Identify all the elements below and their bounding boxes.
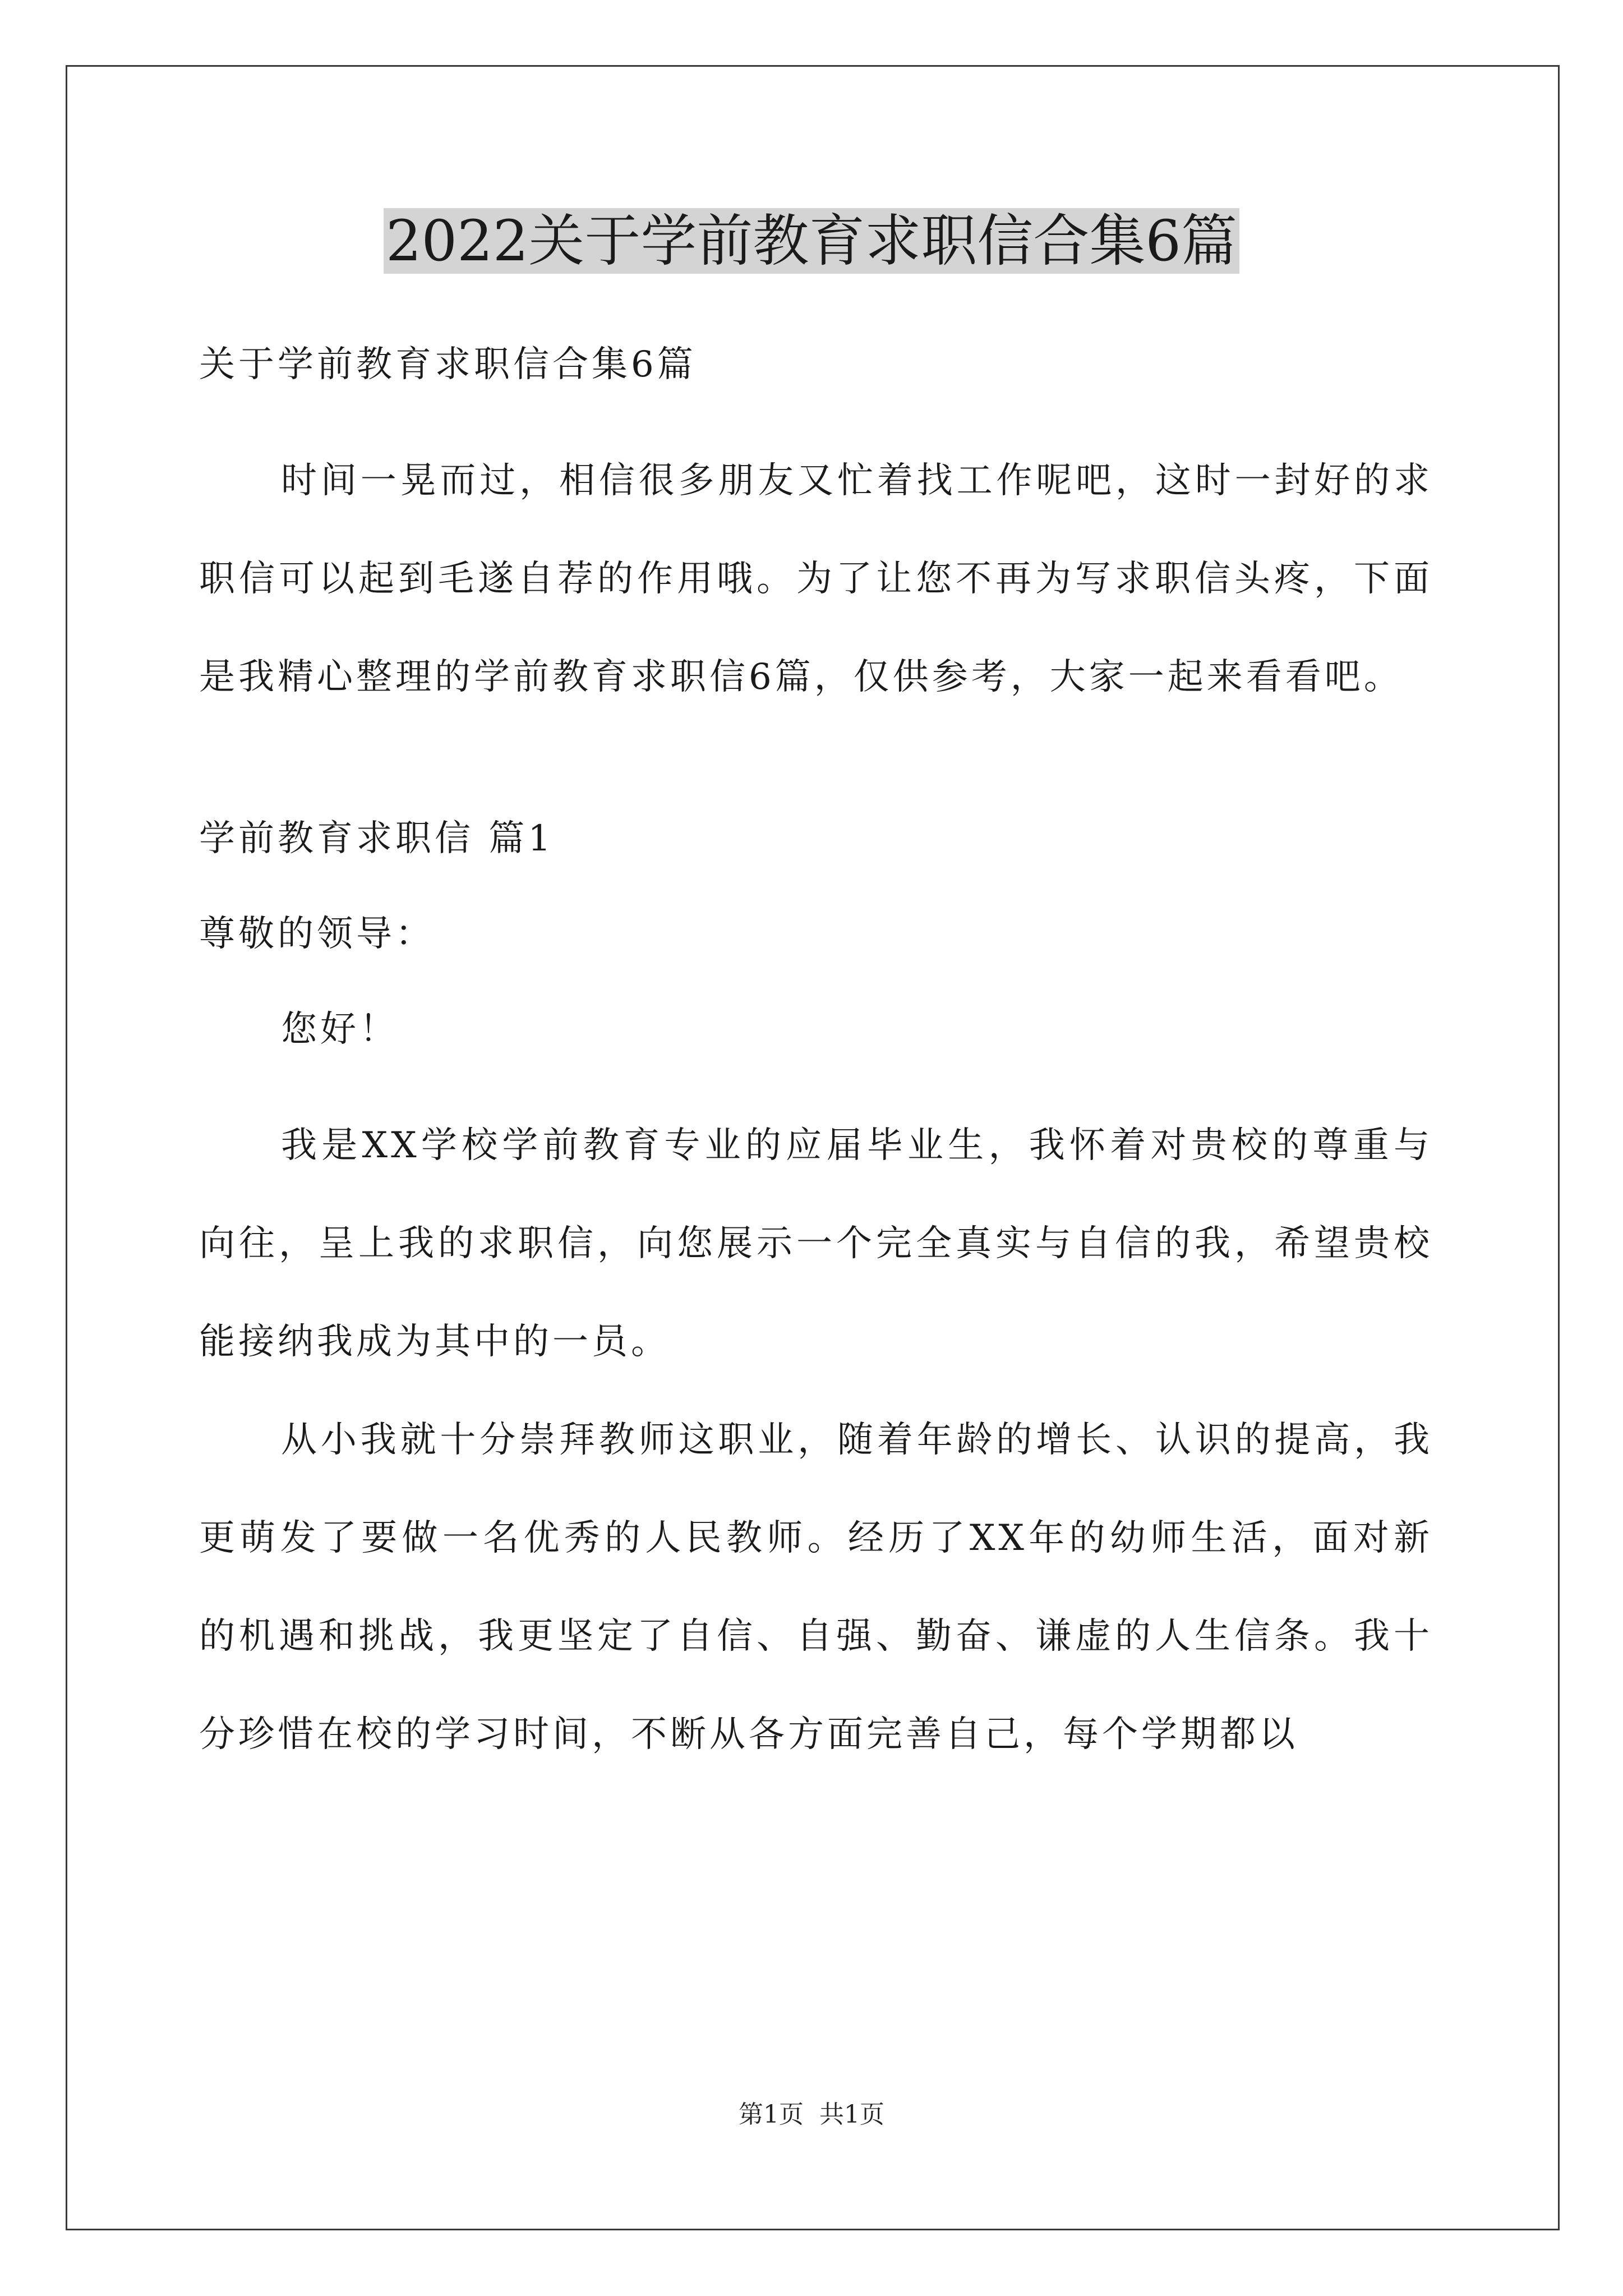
body-paragraph-2: 从小我就十分崇拜教师这职业，随着年龄的增长、认识的提高，我更萌发了要做一名优秀的人民教师。经历了XX年的幼师生活，面对新的机遇和挑战，我更坚定了自信、自强、勤奋、谦虚的人生信条。我十分珍惜在校的学习时间，不断从各方面完善自己，每个学期都以: [199, 1419, 1433, 1755]
salutation: 尊敬的领导：: [199, 913, 435, 955]
greeting: 您好！: [281, 1009, 399, 1050]
intro-paragraph: 时间一晃而过，相信很多朋友又忙着找工作呢吧，这时一封好的求职信可以起到毛遂自荐的作用哦。为了让您不再为写求职信头疼，下面是我精心整理的学前教育求职信6篇，仅供参考，大家一起来看看吧。: [199, 460, 1433, 698]
body-paragraph-1: 我是XX学校学前教育专业的应届毕业生，我怀着对贵校的尊重与向往，呈上我的求职信，向您展示一个完全真实与自信的我，希望贵校能接纳我成为其中的一员。: [199, 1125, 1433, 1363]
section-heading: 学前教育求职信 篇1: [199, 818, 555, 859]
document-body: [199, 314, 1433, 1784]
subtitle: 关于学前教育求职信合集6篇: [199, 344, 697, 385]
document-title-text: 2022关于学前教育求职信合集6篇: [384, 208, 1239, 274]
page-footer: [0, 2098, 1623, 2132]
document-title: [0, 202, 1623, 280]
page-number-total: 共1页: [819, 2100, 884, 2129]
page-number-current: 第1页: [739, 2100, 804, 2129]
